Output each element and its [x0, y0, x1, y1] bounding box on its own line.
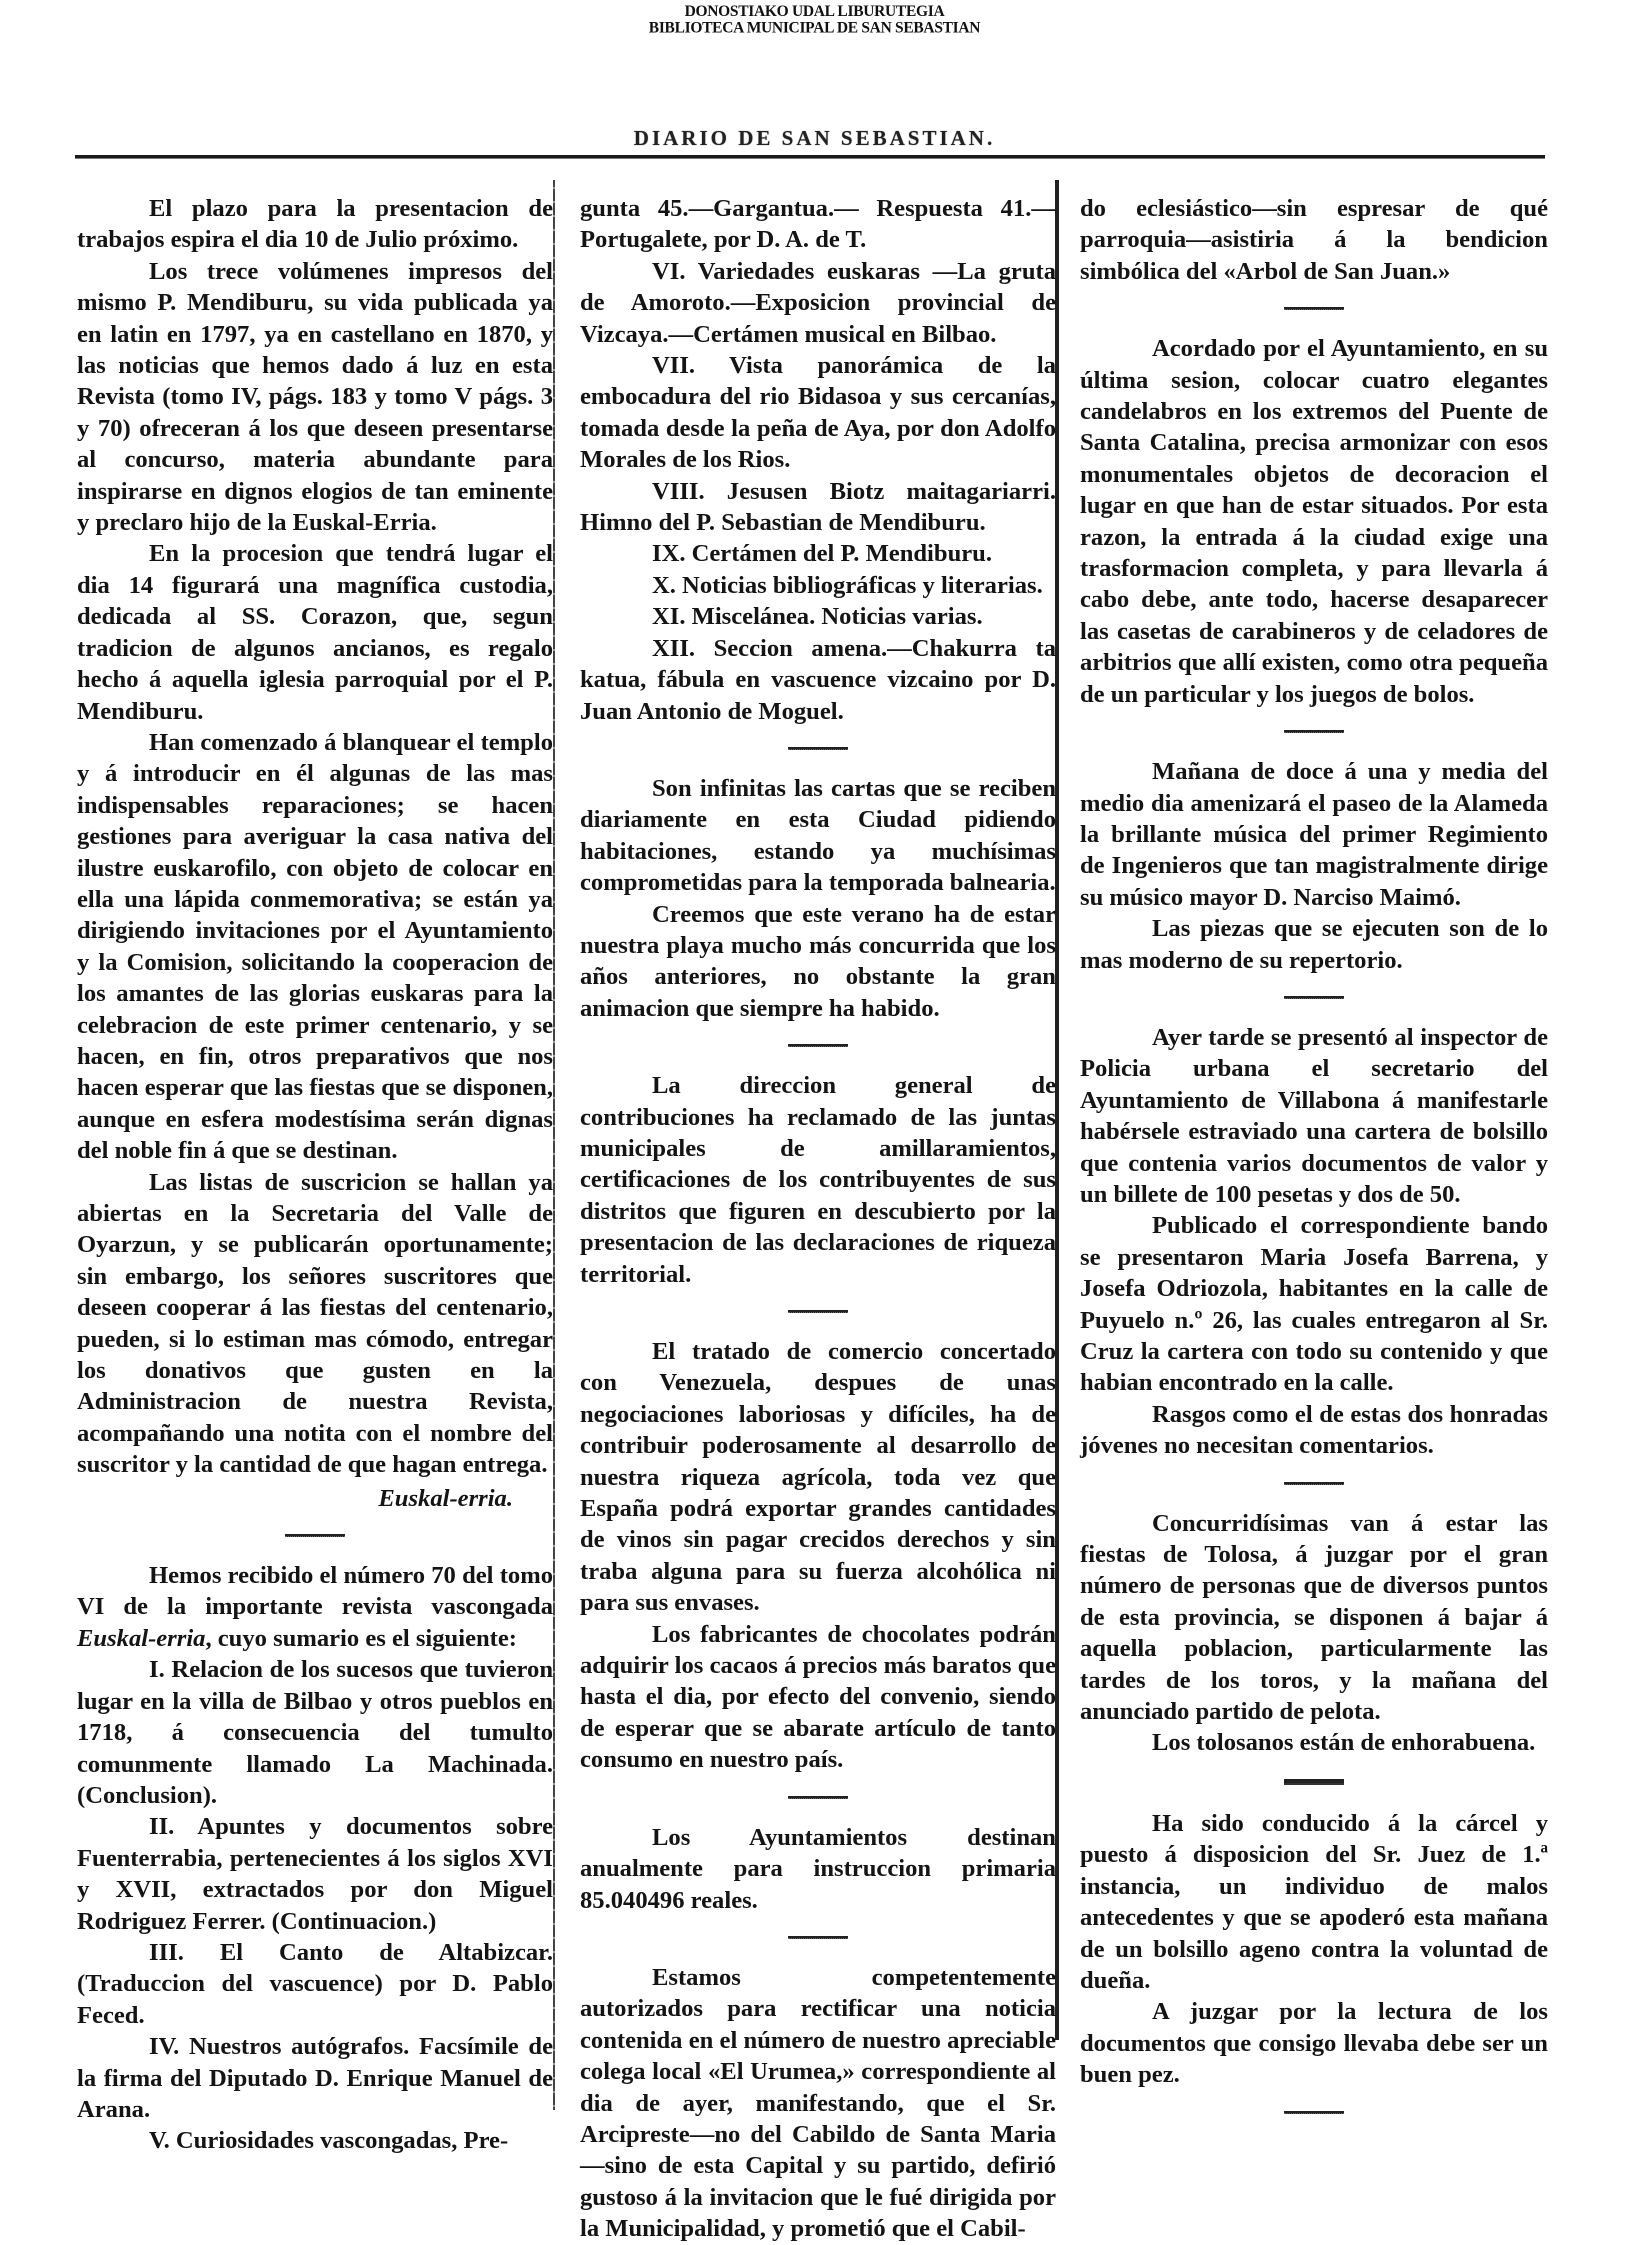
article-separator — [1284, 1779, 1344, 1785]
paragraph-rasgos: Rasgos como el de estas dos honradas jóvenes no necesitan comentarios. — [1080, 1400, 1548, 1460]
paragraph-manana: Mañana de doce á una y media del medio dia amenizará el paseo de la Alameda la brillante música del primer Regimiento de Ingenieros que tan magistralmente dirige su músico mayor D. Narciso Maimó. — [1080, 758, 1548, 911]
paragraph-contribuciones: La direccion general de contribuciones ha reclamado de las juntas municipales de amillaramientos, certificaciones de los contribuyentes de sus distritos que figuren en descubierto por la presentacion de las declaraciones de riqueza territorial. — [580, 1072, 1056, 1288]
text-segment: Hemos recibido el número 70 del tomo VI de la importante revista vascongada — [77, 1562, 553, 1621]
summary-item-4: IV. Nuestros autógrafos. Facsímile de la firma del Diputado D. Enrique Manuel de Arana. — [77, 2033, 553, 2123]
article-separator — [1284, 1482, 1344, 1485]
summary-item-8: VIII. Jesusen Biotz maitagariarri. Himno del P. Sebastian de Mendiburu. — [580, 477, 1056, 537]
column-divider-1 — [553, 180, 555, 2110]
article-signature: Euskal-erria. — [378, 1484, 513, 1512]
column-3 — [1080, 193, 1548, 2137]
paragraph-plazo: El plazo para la presentacion de trabajos espira el dia 10 de Julio próximo. — [77, 195, 553, 254]
paragraph-publicado: Publicado el correspondiente bando se presentaron Maria Josefa Barrena, y Josefa Odriozola, habitantes en la calle de Puyuelo n.º 26, las cuales entregaron al Sr. Cruz la cartera con todo su contenido y que habian encontrado en la calle. — [1080, 1212, 1548, 1397]
summary-item-12: XII. Seccion amena.—Chakurra ta katua, fábula en vascuence vizcaino por D. Juan Antonio de Moguel. — [580, 634, 1056, 725]
column-1 — [77, 193, 553, 2157]
paragraph-carcel: Ha sido conducido á la cárcel y puesto á disposicion del Sr. Juez de 1.ª instancia, un individuo de malos antecedentes y que se apoderó esta mañana de un bolsillo ageno contra la voluntad de dueña. — [1080, 1809, 1548, 1994]
article-separator — [788, 747, 848, 750]
column-2 — [580, 193, 1056, 2245]
summary-item-1: I. Relacion de los sucesos que tuvieron lugar en la villa de Bilbao y otros pueblos en 1718, á consecuencia del tumulto comunmente llamado La Machinada. (Conclusion). — [77, 1656, 553, 1809]
article-separator — [1284, 730, 1344, 733]
paragraph-juzgar: A juzgar por la lectura de los documentos que consigo llevaba debe ser un buen pez. — [1080, 1998, 1548, 2089]
summary-item-3: III. El Canto de Altabizcar. (Traduccion del vascuence) por D. Pablo Feced. — [77, 1938, 553, 2029]
paragraph-acordado: Acordado por el Ayuntamiento, en su última sesion, colocar cuatro elegantes candelabros en los extremos del Puente de Santa Catalina, precisa armonizar con esos monumentales objetos de decoracion el lugar en que han de estar situados. Por esta razon, la entrada á la ciudad exige una trasformacion completa, y para llevarla á cabo debe, ante todo, hacerse desaparecer las casetas de carabineros y de celadores de arbitrios que allí existen, como otra pequeña de un particular y los juegos de bolos. — [1080, 335, 1548, 708]
paragraph-ayer-tarde: Ayer tarde se presentó al inspector de Policia urbana el secretario del Ayuntamiento de Villabona á manifestarle habérsele estraviado una cartera de bolsillo que contenia varios documentos de valor y un billete de 100 pesetas y dos de 50. — [1080, 1023, 1548, 1208]
summary-item-9: IX. Certámen del P. Mendiburu. — [652, 540, 992, 568]
article-separator — [1284, 996, 1344, 999]
article-separator — [788, 1796, 848, 1799]
text-segment: , cuyo sumario es el siguiente: — [205, 1624, 517, 1652]
paragraph-estamos: Estamos competentemente autorizados para rectificar una noticia contenida en el número de nuestro apreciable colega local «El Urumea,» correspondiente al dia de ayer, manifestando, que el Sr. Arcipreste—no del Cabildo de Santa Maria —sino de esta Capital y su partido, defirió gustoso á la invitacion que le fué dirigida por la Municipalidad, y prometió que el Cabil- — [580, 1963, 1056, 2243]
publication-title: Euskal-erria — [77, 1624, 206, 1652]
article-separator — [788, 1044, 848, 1047]
article-separator — [788, 1936, 848, 1939]
library-header-spanish: BIBLIOTECA MUNICIPAL DE SAN SEBASTIAN — [648, 18, 981, 37]
article-separator — [285, 1534, 345, 1537]
paragraph-chocolates: Los fabricantes de chocolates podrán adquirir los cacaos á precios más baratos que hasta el dia, por efecto del convenio, siendo de esperar que se abarate artículo de tanto consumo en nuestro país. — [580, 1620, 1056, 1774]
paragraph-piezas: Las piezas que se ejecuten son de lo mas moderno de su repertorio. — [1080, 915, 1548, 974]
newspaper-masthead: DIARIO DE SAN SEBASTIAN. — [633, 126, 996, 150]
paragraph-procesion: En la procesion que tendrá lugar el dia 14 figurará una magnífica custodia, dedicada al SS. Corazon, que, segun tradicion de algunos ancianos, es regalo hecho á aquella iglesia parroquial por el P. Mendiburu. — [77, 540, 553, 725]
paragraph-tratado: El tratado de comercio concertado con Venezuela, despues de unas negociaciones laboriosas y difíciles, ha de contribuir poderosamente al desarrollo de nuestra riqueza agrícola, toda vez que España podrá exportar grandes cantidades de vinos sin pagar crecidos derechos y sin traba alguna para su fuerza alcohólica ni para sus envases. — [580, 1338, 1056, 1617]
paragraph-hemos-recibido — [77, 1560, 553, 1654]
summary-item-10: X. Noticias bibliográficas y literarias. — [652, 571, 1043, 599]
article-separator — [1284, 307, 1344, 310]
masthead-rule — [75, 155, 1545, 159]
library-header — [0, 3, 1629, 37]
paragraph-suscricion: Las listas de suscricion se hallan ya abiertas en la Secretaria del Valle de Oyarzun, y se publicarán oportunamente; sin embargo, los señores suscritores que deseen cooperar á las fiestas del centenario, pueden, si lo estiman mas cómodo, entregar los donativos que gusten en la Administracion de nuestra Revista, acompañando una notita con el nombre del suscritor y la cantidad de que hagan entrega. — [77, 1168, 553, 1479]
summary-item-11: XI. Miscelánea. Noticias varias. — [652, 603, 983, 631]
article-separator — [788, 1310, 848, 1313]
library-header-basque: DONOSTIAKO UDAL LIBURUTEGIA — [684, 2, 945, 20]
paragraph-concurridisimas: Concurridísimas van á estar las fiestas de Tolosa, á juzgar por el gran número de personas que de diversos puntos de esta provincia, se disponen á bajar á aquella poblacion, particularmente las tardes de los toros, y la mañana del anunciado partido de pelota. — [1080, 1509, 1548, 1726]
article-separator — [1284, 2111, 1344, 2114]
paragraph-ayuntamientos: Los Ayuntamientos destinan anualmente para instruccion primaria 85.040496 reales. — [580, 1823, 1056, 1914]
paragraph-estamos-continued: do eclesiástico—sin espresar de qué parroquia—asistiria á la bendicion simbólica del «Arbol de San Juan.» — [1080, 195, 1548, 285]
paragraph-cartas: Son infinitas las cartas que se reciben diariamente en esta Ciudad pidiendo habitaciones, estando ya muchísimas comprometidas para la temporada balnearia. — [580, 774, 1056, 897]
paragraph-verano: Creemos que este verano ha de estar nuestra playa mucho más concurrida que los años anteriores, no obstante la gran animacion que siempre ha habido. — [580, 900, 1056, 1022]
summary-item-5-continued: gunta 45.—Gargantua.— Respuesta 41.—Portugalete, por D. A. de T. — [580, 195, 1056, 254]
summary-item-7: VII. Vista panorámica de la embocadura del rio Bidasoa y sus cercanías, tomada desde la peña de Aya, por don Adolfo Morales de los Rios. — [580, 352, 1056, 474]
summary-item-6: VI. Variedades euskaras —La gruta de Amoroto.—Exposicion provincial de Vizcaya.—Certámen musical en Bilbao. — [580, 257, 1056, 348]
paragraph-tolosanos: Los tolosanos están de enhorabuena. — [1152, 1729, 1536, 1757]
paragraph-volumenes: Los trece volúmenes impresos del mismo P. Mendiburu, su vida publicada ya en latin en 1797, ya en castellano en 1870, y las noticias que hemos dado á luz en esta Revista (tomo IV, págs. 183 y tomo V págs. 3 y 70) ofreceran á los que deseen presentarse al concurso, materia abundante para inspirarse en dignos elogios de tan eminente y preclaro hijo de la Euskal-Erria. — [77, 257, 553, 537]
paragraph-templo: Han comenzado á blanquear el templo y á introducir en él algunas de las mas indispensables reparaciones; se hacen gestiones para averiguar la casa nativa del ilustre euskarofilo, con objeto de colocar en ella una lápida conmemorativa; se están ya dirigiendo invitaciones por el Ayuntamiento y la Comision, solicitando la cooperacion de los amantes de las glorias euskaras para la celebracion de este primer centenario, y se hacen, en fin, otros preparativos que nos hacen esperar que las fiestas que se disponen, aunque en esfera modestísima serán dignas del noble fin á que se destinan. — [77, 728, 553, 1165]
summary-item-2: II. Apuntes y documentos sobre Fuenterrabia, pertenecientes á los siglos XVI y XVII, extractados por don Miguel Rodriguez Ferrer. (Continuacion.) — [77, 1813, 553, 1935]
summary-item-5: V. Curiosidades vascongadas, Pre- — [149, 2127, 509, 2155]
